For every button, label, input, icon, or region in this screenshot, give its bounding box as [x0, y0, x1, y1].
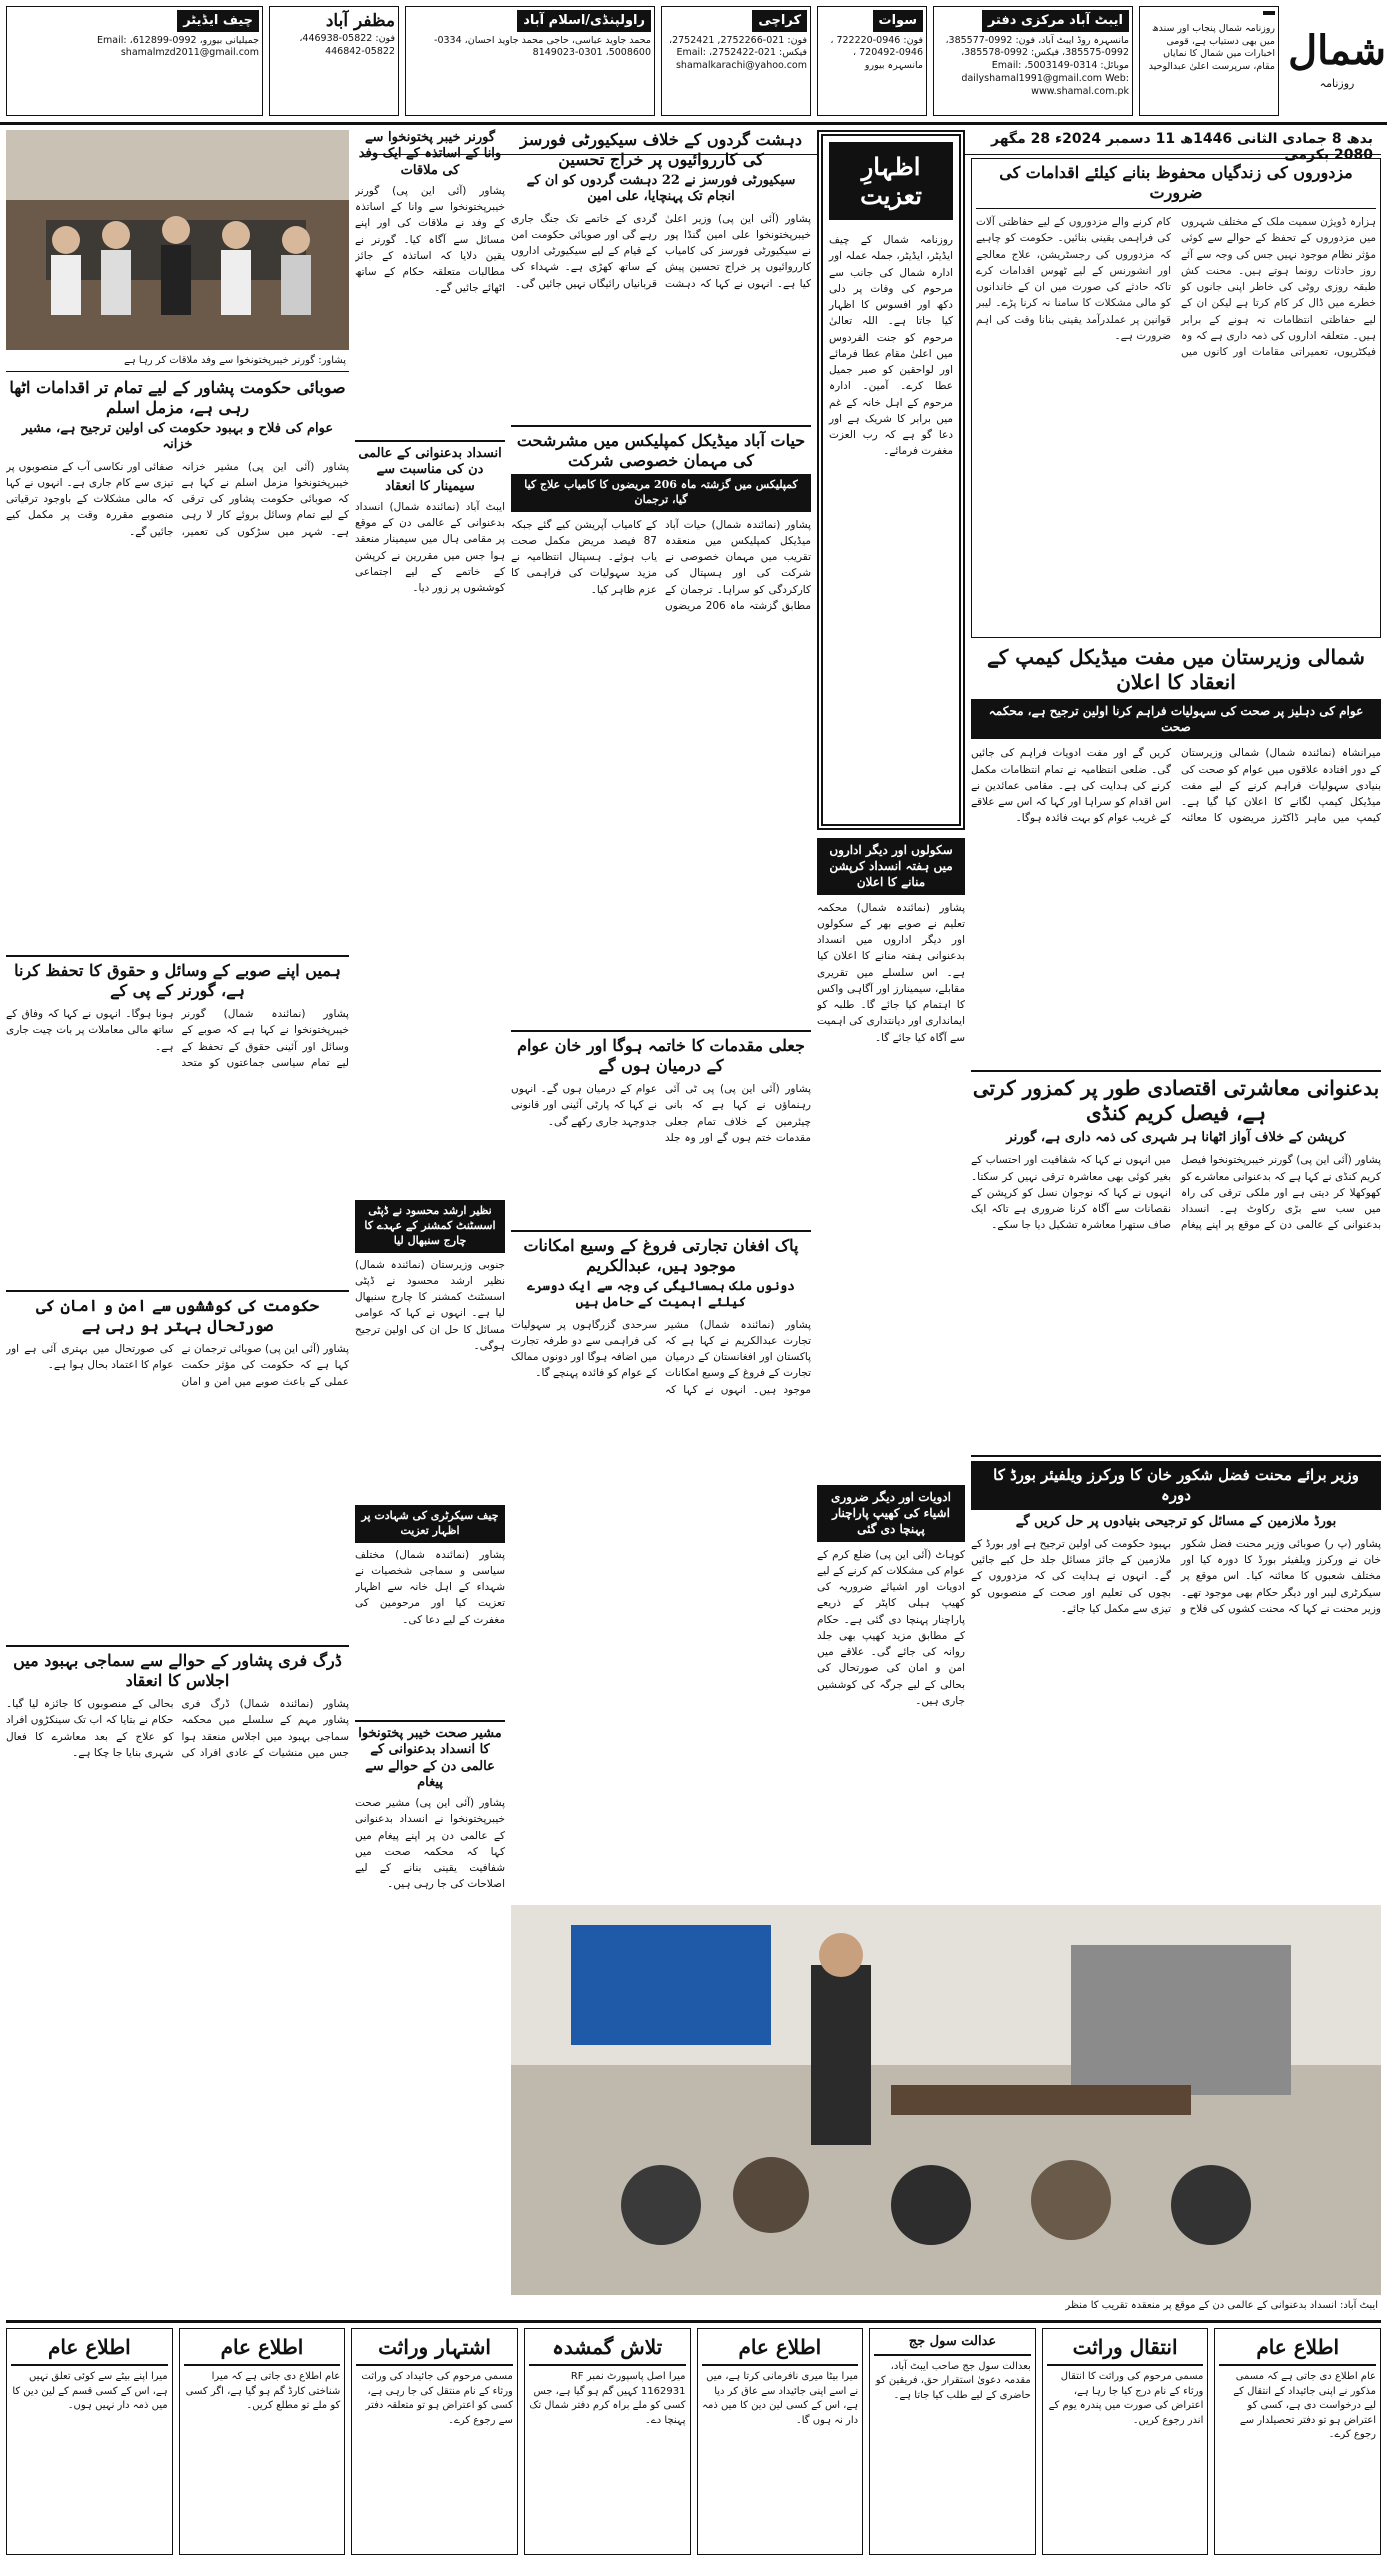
- article-body: پشاور (نمائندہ شمال) گورنر خیبرپختونخوا نے کہا ہے کہ صوبے کے وسائل اور آئینی حقوق کے تحفظ کے لیے تمام سیاسی جماعتوں کو متحد ہونا ہوگا۔ انہوں نے کہا کہ وفاق کے ساتھ مالی معاملات پر بات چیت جاری ہے۔: [6, 1008, 349, 1069]
- article-headline: ڈرگ فری پشاور کے حوالے سے سماجی بہبود میں اجلاس کا انعقاد: [13, 1651, 342, 1690]
- header-box-text: فون: 05822-446938، 05822-446842: [299, 32, 395, 57]
- header-box-tag: راولپنڈی/اسلام آباد: [517, 10, 651, 32]
- notice-body: مسمی مرحوم کی وراثت کا انتقال ورثاء کے نام درج کیا جا رہا ہے، اعتراض کی صورت میں پندرہ یوم کے اندر رجوع کریں۔: [1048, 2371, 1204, 2426]
- condolence-body: روزنامہ شمال کے چیف ایڈیٹر، ایڈیٹر، جملہ عملہ اور ادارہ شمال کی جانب سے مرحوم کی وفات پر دلی دکھ اور افسوس کا اظہار کیا جاتا ہے۔ اللہ تعالیٰ مرحوم کو جنت الفردوس میں اعلیٰ مقام عطا فرمائے اور لواحقین کو صبر جمیل عطا کرے۔ آمین۔ ادارہ مرحوم کے اہل خانہ کے غم میں برابر کا شریک ہے اور دعا گو ہے کہ رب العزت مغفرت فرمائے۔: [829, 234, 953, 458]
- notice-body: عام اطلاع دی جاتی ہے کہ مسمی مذکور نے اپنی جائیداد کے انتقال کے لیے درخواست دی ہے، کسی کو اعتراض ہو تو دفتر تحصیلدار سے رجوع کرے۔: [1233, 2371, 1376, 2440]
- article-headline: دہشت گردوں کے خلاف سیکیورٹی فورسز کی کارروائیوں پر خراج تحسین: [520, 130, 802, 169]
- article-headline: جعلی مقدمات کا خاتمہ ہوگا اور خان عوام کے درمیان ہوں گے: [517, 1036, 805, 1075]
- notice-title: انتقال وراثت: [1047, 2333, 1204, 2366]
- article-body: پشاور (پ ر) صوبائی وزیر محنت فضل شکور خان نے ورکرز ویلفیئر بورڈ کا دورہ کیا اور مختلف شعبوں کا معائنہ کیا۔ اس موقع پر سیکرٹری لیبر اور دیگر حکام بھی موجود تھے۔ وزیر محنت نے کہا کہ محنت کشوں کی فلاح و بہبود حکومت کی اولین ترجیح ہے اور بورڈ کے ملازمین کے جائز مسائل جلد حل کیے جائیں گے۔ انہوں نے ہدایت کی کہ مزدوروں کے بچوں کی تعلیم اور صحت کے منصوبوں کو تیزی سے مکمل کیا جائے۔: [971, 1537, 1381, 1615]
- article-wana-teachers: [355, 130, 505, 430]
- header-box-tag: سوات: [873, 10, 923, 32]
- logo-subtitle: روزنامہ: [1319, 76, 1355, 90]
- notice-body: میرا اپنے بیٹے سے کوئی تعلق نہیں ہے، اس کے کسی قسم کے لین دین کا میں ذمہ دار نہیں ہوں۔: [12, 2371, 168, 2411]
- article-body: پشاور (آئی این پی) پی ٹی آئی رہنماؤں نے کہا ہے کہ بانی چیئرمین کے خلاف تمام جعلی مقدمات ختم ہوں گے اور وہ جلد عوام کے درمیان ہوں گے۔ انہوں نے کہا کہ پارٹی آئینی اور قانونی جدوجہد جاری رکھے گی۔: [511, 1083, 811, 1144]
- article-body: پشاور (آئی این پی) گورنر خیبرپختونخوا فیصل کریم کنڈی نے کہا ہے کہ بدعنوانی معاشرے کو کھوکھلا کر دیتی ہے اور ملکی ترقی کی راہ میں سب سے بڑی رکاوٹ ہے۔ انسداد بدعنوانی کے عالمی دن کے موقع پر اپنے پیغام میں انہوں نے کہا کہ شفافیت اور احتساب کے بغیر کوئی بھی معاشرہ ترقی نہیں کر سکتا۔ انہوں نے کہا کہ نوجوان نسل کو کرپشن کے نقصانات سے آگاہ کرنا ضروری ہے تاکہ ایک صاف ستھرا معاشرہ تشکیل دیا جا سکے۔: [971, 1154, 1381, 1232]
- logo-text: شمال: [1288, 26, 1386, 74]
- header-box-bureau: [6, 6, 263, 116]
- article-body: پشاور (نمائندہ شمال) محکمہ تعلیم نے صوبے بھر کے سکولوں اور دیگر اداروں میں انسداد بدعنوانی ہفتہ منانے کا اعلان کیا ہے۔ اس سلسلے میں تقریری مقابلے، سیمینارز اور آگاہی واکس کا اہتمام کیا جائے گا۔ طلبہ کو ایمانداری اور دیانتداری کی اہمیت سے آگاہ کیا جائے گا۔: [817, 901, 965, 1044]
- notice-item: [1042, 2328, 1209, 2555]
- notice-title: عدالت سول جج: [874, 2333, 1031, 2356]
- notice-body: بعدالت سول جج صاحب ایبٹ آباد، مقدمہ دعویٰ استقرار حق، فریقین کو حاضری کے لیے طلب کیا جاتا ہے۔: [875, 2360, 1031, 2401]
- notice-item: [351, 2328, 518, 2555]
- article-body: پشاور (نمائندہ شمال) حیات آباد میڈیکل کمپلیکس میں منعقدہ تقریب میں مہمان خصوصی نے شرکت کی اور ہسپتال کی کارکردگی کو سراہا۔ ترجمان کے مطابق گزشتہ ماہ 206 مریضوں کے کامیاب آپریشن کیے گئے جبکہ 87 فیصد مریض مکمل صحت یاب ہوئے۔ ہسپتال انتظامیہ نے مزید سہولیات کی فراہمی کا عزم ظاہر کیا۔: [511, 518, 811, 613]
- article-dac-charge: [355, 1200, 505, 1500]
- article-labour-minister: [971, 1455, 1381, 1900]
- article-subheadline: سیکیورٹی فورسز نے 22 دہشت گردوں کو ان کے انجام تک پہنچایا، علی امین: [526, 173, 796, 205]
- header-box-text: فون: 0946-722220 ، 0946-720492 ، مانسہرہ بیورو: [830, 34, 923, 72]
- article-waziristan: [971, 645, 1381, 1065]
- article-body: جنوبی وزیرستان (نمائندہ شمال) نظیر ارشد محسود نے ڈپٹی اسسٹنٹ کمشنر کا چارج سنبھال لیا ہے۔ انہوں نے کہا کہ عوامی مسائل کا حل ان کی اولین ترجیح ہوگی۔: [355, 1258, 505, 1352]
- header-box-text: روزنامہ شمال پنجاب اور سندھ میں بھی دستیاب ہے، قومی اخبارات میں شمال کا نمایاں مقام، سرپرست اعلیٰ عبدالوحید: [1148, 22, 1275, 73]
- article-anti-corruption-week: [817, 838, 965, 1478]
- notice-item: [697, 2328, 864, 2555]
- article-headline: شمالی وزیرستان میں مفت میڈیکل کیمپ کے انعقاد کا اعلان: [987, 645, 1365, 694]
- article-headline: حیات آباد میڈیکل کمپلیکس میں مشرشحت کی مہمان خصوصی شرکت: [516, 431, 806, 470]
- dateline: بدھ 8 جمادی الثانی 1446ھ 11 دسمبر 2024ء 28 مگھر 2080 بکرمی: [990, 131, 1373, 163]
- article-subheadline: عوام کی فلاح و بہبود حکومت کی اولین ترجیح ہے، مشیر خزانہ: [21, 421, 334, 453]
- article-security-forces: [511, 130, 811, 420]
- article-muzammil-aslam: [6, 378, 349, 948]
- notice-title: اشتہار وراثت: [356, 2333, 513, 2366]
- header-box-rawalpindi: [405, 6, 655, 116]
- header-box-head-office: [933, 6, 1133, 116]
- article-subheadline: کمپلیکس میں گزشتہ ماہ 206 مریضوں کا کامیاب علاج کیا گیا، ترجمان: [511, 474, 811, 512]
- condolence-title: اظہارِ تعزیت: [829, 142, 953, 220]
- notice-title: اطلاع عام: [702, 2333, 859, 2366]
- header-box-text: محمد جاوید عباسی، حاجی محمد جاوید احسان، 0334-5008600، 0301-8149023: [434, 34, 651, 59]
- article-health-adviser: [355, 1720, 505, 2300]
- article-body: پشاور (آئی این پی) گورنر خیبرپختونخوا سے وانا کے اساتذہ کے وفد نے ملاقات کی اور اپنے مسائل سے آگاہ کیا۔ گورنر نے یقین دلایا کہ اساتذہ کے جائز مطالبات متعلقہ حکام کے ساتھ اٹھائے جائیں گے۔: [355, 184, 505, 295]
- article-headline: ہمیں اپنے صوبے کے وسائل و حقوق کا تحفظ کرنا ہے، گورنر کے پی کے: [14, 961, 341, 1000]
- condolence-box: [817, 130, 965, 830]
- notice-title: اطلاع عام: [11, 2333, 168, 2366]
- article-headline: حکومت کی کوششوں سے امن و امان کی صورتحال بہتر ہو رہی ہے: [36, 1296, 319, 1335]
- article-pak-afghan-trade: [511, 1230, 811, 1900]
- article-headline: سکولوں اور دیگر اداروں میں ہفتہ انسداد کرپشن منانے کا اعلان: [817, 838, 965, 895]
- article-fake-cases: [511, 1030, 811, 1225]
- editorial-headline: مزدوروں کی زندگیاں محفوظ بنانے کیلئے اقدامات کی ضرورت: [999, 163, 1353, 202]
- header-box-tag: [1263, 11, 1275, 15]
- article-body: کوہاٹ (آئی این پی) ضلع کرم کے عوام کی مشکلات کم کرنے کے لیے ادویات اور اشیائے ضروریہ کی کھیپ ہیلی کاپٹر کے ذریعے پاراچنار پہنچا دی گئی ہے۔ حکام کے مطابق مزید کھیپ بھی جلد روانہ کی جائے گی۔ علاقے میں امن و امان کی صورتحال کی بحالی کے لیے جرگہ کی کوششیں جاری ہیں۔: [817, 1548, 965, 1707]
- header-box-city: مظفر آباد: [325, 11, 395, 31]
- article-headline: پاک افغان تجارتی فروغ کے وسیع امکانات موجود ہیں، عبدالکریم: [523, 1236, 799, 1275]
- article-body: پشاور (نمائندہ شمال) مختلف سیاسی و سماجی شخصیات نے شہداء کے اہل خانہ سے اظہار تعزیت کیا اور مرحومین کی مغفرت کے لیے دعا کی۔: [355, 1548, 505, 1626]
- notice-title: اطلاع عام: [184, 2333, 341, 2366]
- header-box-text: مانسہرہ روڈ ایبٹ آباد، فون: 0992-385577، 0992-385575، فیکس: 0992-385578، موبائل: 0314-5003149، Email: dailyshamal1991@gmail.com Web: www.shamal.com.pk: [945, 34, 1129, 97]
- editorial-body: ہزارہ ڈویژن سمیت ملک کے مختلف شہروں میں مزدوروں کے تحفظ کے حوالے سے کوئی مؤثر نظام موجود نہیں جس کی وجہ سے آئے روز حادثات رونما ہوتے ہیں۔ محنت کش طبقہ روزی روٹی کی خاطر اپنی جانوں کو خطرے میں ڈال کر کام کرتا ہے لیکن ان کے لیے حفاظتی انتظامات نہ ہونے کے برابر ہیں۔ متعلقہ اداروں کی ذمہ داری ہے کہ وہ فیکٹریوں، تعمیراتی مقامات اور کانوں میں کام کرنے والے مزدوروں کے لیے حفاظتی آلات کی فراہمی یقینی بنائیں۔ حکومت کو چاہیے کہ مزدوروں کی رجسٹریشن، علاج معالجے اور انشورنس کے لیے ٹھوس اقدامات کرے تاکہ حادثے کی صورت میں ان کے خاندانوں کو مالی مشکلات کا سامنا نہ کرنا پڑے۔ لیبر قوانین پر عملدرآمد یقینی بنانا وقت کی اہم ضرورت ہے۔: [976, 216, 1376, 359]
- news-photo-meeting: [6, 130, 349, 350]
- classified-notices: [6, 2320, 1381, 2555]
- article-body: پشاور (آئی این پی) مشیر خزانہ خیبرپختونخوا مزمل اسلم نے کہا ہے کہ صوبائی حکومت پشاور کی ترقی کے لیے تمام وسائل بروئے کار لا رہی ہے۔ شہر میں سڑکوں کی تعمیر، صفائی اور نکاسی آب کے منصوبوں پر تیزی سے کام جاری ہے۔ انہوں نے کہا کہ مالی مشکلات کے باوجود ترقیاتی منصوبے مقررہ وقت پر مکمل کیے جائیں گے۔: [6, 460, 349, 538]
- editorial-box: [971, 158, 1381, 638]
- article-subheadline: عوام کی دہلیز پر صحت کی سہولیات فراہم کرنا اولین ترجیح ہے، محکمہ صحت: [971, 699, 1381, 739]
- news-photo-seminar: [511, 1905, 1381, 2295]
- article-headline: مشیر صحت خیبر پختونخوا کا انسداد بدعنوانی کے عالمی دن کے حوالے سے پیغام: [358, 1726, 502, 1790]
- notice-body: میرا بیٹا میری نافرمانی کرتا ہے، میں نے اسے اپنی جائیداد سے عاق کر دیا ہے، اس کے کسی لین دین کا میں ذمہ دار نہ ہوں گا۔: [702, 2371, 859, 2426]
- header-box-karachi: [661, 6, 811, 116]
- article-subheadline: کرپشن کے خلاف آواز اٹھانا ہر شہری کی ذمہ داری ہے، گورنر: [1006, 1130, 1346, 1145]
- article-headline: نظیر ارشد محسود نے ڈپٹی اسسٹنٹ کمشنر کے عہدے کا چارج سنبھال لیا: [355, 1200, 505, 1253]
- article-provincial-rights: [6, 955, 349, 1285]
- seminar-photo-image: [511, 1905, 1381, 2295]
- article-seminar: [355, 440, 505, 890]
- article-body: پشاور (آئی این پی) مشیر صحت خیبرپختونخوا نے انسداد بدعنوانی کے عالمی دن پر اپنے پیغام میں کہا کہ محکمہ صحت میں شفافیت یقینی بنانے کے لیے اصلاحات کی جا رہی ہیں۔: [355, 1797, 505, 1891]
- article-body: پشاور (نمائندہ شمال) ڈرگ فری پشاور مہم کے سلسلے میں محکمہ سماجی بہبود میں اجلاس منعقد ہوا جس میں منشیات کے عادی افراد کی بحالی کے منصوبوں کا جائزہ لیا گیا۔ حکام نے بتایا کہ اب تک سینکڑوں افراد کو علاج کے بعد معاشرے کا فعال شہری بنایا جا چکا ہے۔: [6, 1698, 349, 1759]
- notice-item: [6, 2328, 173, 2555]
- notice-body: عام اطلاع دی جاتی ہے کہ میرا شناختی کارڈ گم ہو گیا ہے، اگر کسی کو ملے تو مطلع کریں۔: [185, 2371, 341, 2411]
- notice-title: تلاش گمشدہ: [529, 2333, 686, 2366]
- header-box-about: [1139, 6, 1279, 116]
- masthead-header: [0, 0, 1387, 125]
- article-headline: انسداد بدعنوانی کے عالمی دن کی مناسبت سے سیمینار کا انعقاد: [358, 446, 502, 494]
- article-drug-free: [6, 1645, 349, 2300]
- article-body: پشاور (آئی این پی) صوبائی ترجمان نے کہا ہے کہ حکومت کی مؤثر حکمت عملی کے باعث صوبے میں امن و امان کی صورتحال میں بہتری آئی ہے اور عوام کا اعتماد بحال ہوا ہے۔: [6, 1343, 349, 1388]
- article-headline: گورنر خیبر پختونخوا سے وانا کے اساتذہ کے ایک وفد کی ملاقات: [358, 130, 502, 178]
- notice-title: اطلاع عام: [1219, 2333, 1376, 2366]
- header-box-muzaffarabad: [269, 6, 399, 116]
- article-body: پشاور (نمائندہ شمال) مشیر تجارت عبدالکریم نے کہا ہے کہ پاکستان اور افغانستان کے درمیان تجارت کے فروغ کے وسیع امکانات موجود ہیں۔ انہوں نے کہا کہ سرحدی گزرگاہوں پر سہولیات کی فراہمی سے دو طرفہ تجارت میں اضافہ ہوگا اور دونوں ممالک کے عوام کو فائدہ پہنچے گا۔: [511, 1318, 811, 1396]
- notice-body: مسمی مرحوم کی جائیداد کی وراثت ورثاء کے نام منتقل کی جا رہی ہے، کسی کو اعتراض ہو تو متعلقہ دفتر سے رجوع کرے۔: [361, 2371, 513, 2426]
- header-box-tag: ایبٹ آباد مرکزی دفتر: [982, 10, 1129, 32]
- header-box-swat: [817, 6, 927, 116]
- article-headline: وزیر برائے محنت فضل شکور خان کا ورکرز ویلفیئر بورڈ کا دورہ: [971, 1461, 1381, 1510]
- article-governor-corruption: [971, 1070, 1381, 1450]
- notice-body: میرا اصل پاسپورٹ نمبر RF 1162931 کہیں گم ہو گیا ہے، جس کسی کو ملے براہ کرم دفتر شمال تک پہنچا دے۔: [529, 2371, 686, 2426]
- article-headline: صوبائی حکومت پشاور کے لیے تمام تر اقدامات اٹھا رہی ہے، مزمل اسلم: [9, 378, 346, 417]
- newspaper-logo: [1287, 0, 1387, 120]
- header-box-text: جمیلیانی بیورو، 0992-612899، Email: shamalmzd2011@gmail.com: [97, 34, 259, 59]
- article-headline: بدعنوانی معاشرتی اقتصادی طور پر کمزور کرتی ہے، فیصل کریم کنڈی: [972, 1076, 1380, 1125]
- notice-item: [1214, 2328, 1381, 2555]
- photo-caption: پشاور: گورنر خیبرپختونخوا سے وفد ملاقات کر رہا ہے: [6, 352, 349, 372]
- article-subheadline: دونوں ملک ہمسائیگی کی وجہ سے ایک دوسرے کیلئے اہمیت کے حامل ہیں: [527, 1279, 795, 1311]
- article-body: ایبٹ آباد (نمائندہ شمال) انسداد بدعنوانی کے عالمی دن کے موقع پر مقامی ہال میں سیمینار منعقد ہوا جس میں مقررین نے کرپشن کے خاتمے کے لیے اجتماعی کوششوں پر زور دیا۔: [355, 500, 505, 595]
- article-law-order: [6, 1290, 349, 1640]
- meeting-photo-image: [6, 130, 349, 350]
- article-parachinar: [817, 1485, 965, 1900]
- header-box-tag: چیف ایڈیٹر: [177, 10, 259, 32]
- article-headline: ادویات اور دیگر ضروری اشیاء کی کھیپ پاراچنار پہنچا دی گئی: [817, 1485, 965, 1542]
- notice-item: [179, 2328, 346, 2555]
- article-headline: چیف سیکرٹری کی شہادت پر اظہار تعزیت: [355, 1505, 505, 1543]
- article-subheadline: بورڈ ملازمین کے مسائل کو ترجیحی بنیادوں پر حل کریں گے: [1015, 1513, 1337, 1529]
- photo-caption: ایبٹ آباد: انسداد بدعنوانی کے عالمی دن کے موقع پر منعقدہ تقریب کا منظر: [1065, 2300, 1378, 2311]
- article-hayatabad: [511, 425, 811, 1025]
- article-condolence-cs: [355, 1505, 505, 1715]
- notice-item: [869, 2328, 1036, 2555]
- article-body: میرانشاہ (نمائندہ شمال) شمالی وزیرستان کے دور افتادہ علاقوں میں عوام کو صحت کی بنیادی سہولیات فراہم کرنے کے لیے مفت میڈیکل کیمپ لگانے کا اعلان کیا گیا ہے۔ کیمپ میں ماہر ڈاکٹرز مریضوں کا معائنہ کریں گے اور مفت ادویات فراہم کی جائیں گی۔ ضلعی انتظامیہ نے تمام انتظامات مکمل کرنے کی ہدایت کی ہے۔ مقامی عمائدین نے اس اقدام کو سراہا اور کہا کہ اس سے علاقے کے غریب عوام کو بہت فائدہ ہوگا۔: [971, 747, 1381, 825]
- header-box-text: فون: 021-2752266, 2752421، فیکس: 021-2752422، Email: shamalkarachi@yahoo.com: [669, 34, 807, 72]
- header-box-tag: کراچی: [752, 10, 807, 32]
- article-body: پشاور (آئی این پی) وزیر اعلیٰ خیبرپختونخوا علی امین گنڈا پور نے سیکیورٹی فورسز کی کامیاب کارروائیوں پر خراج تحسین پیش کیا ہے۔ انہوں نے کہا کہ دہشت گردی کے خاتمے تک جنگ جاری رہے گی اور صوبائی حکومت امن کے قیام کے لیے سیکیورٹی اداروں کے ساتھ کھڑی ہے۔ شہداء کی قربانیاں رائیگاں نہیں جائیں گی۔: [511, 212, 811, 290]
- notice-item: [524, 2328, 691, 2555]
